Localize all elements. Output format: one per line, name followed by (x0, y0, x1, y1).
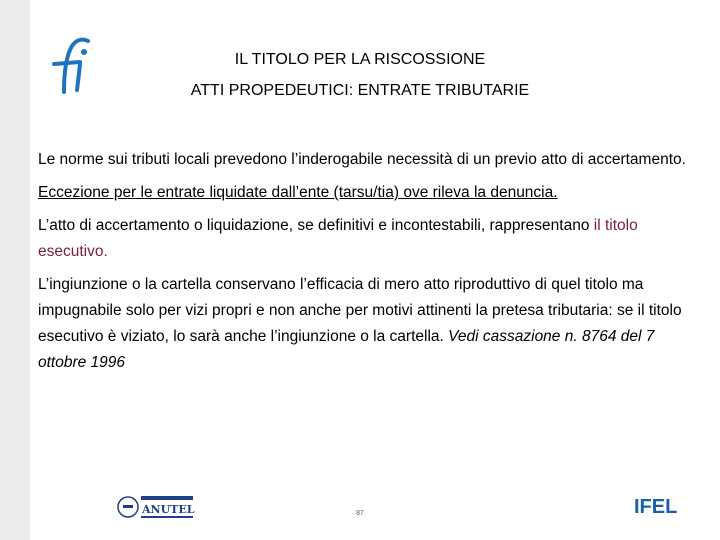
page-title-line2: ATTI PROPEDEUTICI: ENTRATE TRIBUTARIE (190, 82, 530, 99)
paragraph-4 (38, 272, 688, 376)
anutel-logo-text: ANUTEL (142, 503, 195, 516)
paragraph-3-text: L’atto di accertamento o liquidazione, se definitivi e incontestabili, rappresentano (38, 217, 594, 234)
paragraph-2: Eccezione per le entrate liquidate dall’ente (tarsu/tia) ove rileva la denuncia. (38, 184, 558, 201)
side-band (0, 0, 30, 540)
ifel-logo-text: IFEL (634, 496, 678, 518)
body-text (38, 147, 688, 376)
ifel-logo-icon (632, 491, 678, 521)
page-number: 87 (356, 510, 364, 517)
anutel-logo-icon (117, 493, 195, 521)
highlight-period: . (103, 243, 108, 260)
fi-logo-icon (44, 34, 96, 100)
paragraph-1: Le norme sui tributi locali prevedono l’inderogabile necessità di un previo atto di accertamento. (38, 151, 686, 168)
citation: Vedi cassazione n. 8764 del 7 ottobre 1996 (38, 328, 655, 371)
page-title-line1: IL TITOLO PER LA RISCOSSIONE (234, 51, 486, 68)
paragraph-4-text: L’ingiunzione o la cartella conservano l’efficacia di mero atto riproduttivo di quel titolo ma impugnabile solo per vizi propri e non anche per motivi attinenti la pretesa tributaria: se il titolo esecutivo è viziato, lo sarà anche l’ingiunzione o la cartella. (38, 276, 682, 345)
paragraph-3 (38, 213, 688, 265)
highlight-titolo-esecutivo: il titolo esecutivo (38, 217, 638, 260)
